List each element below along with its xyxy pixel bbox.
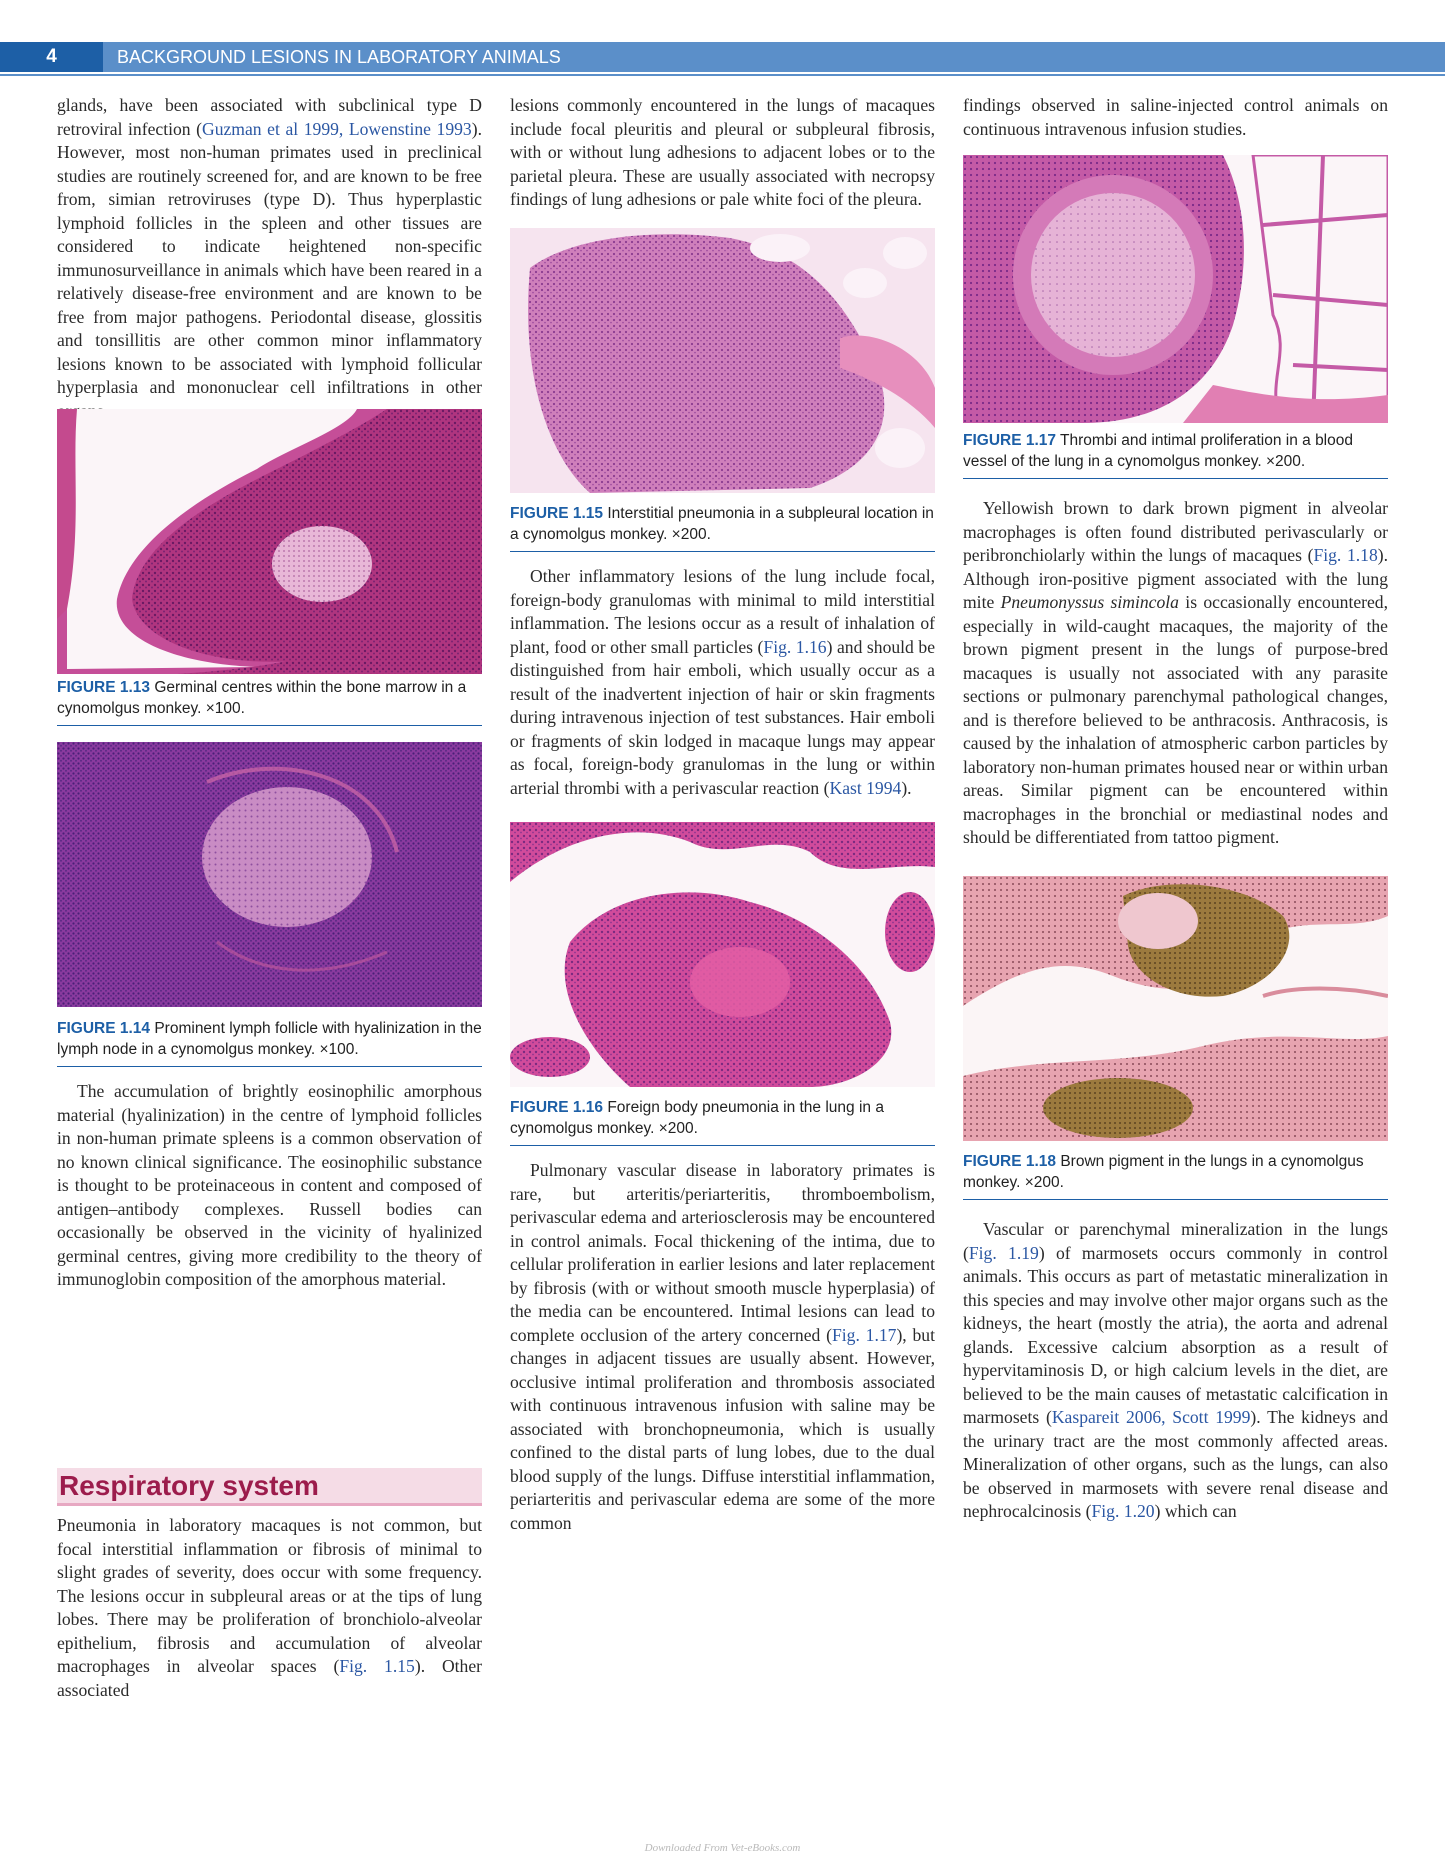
col2-para3: [510, 1159, 935, 1535]
text-run: ) which can: [1154, 1501, 1237, 1521]
text-run: ). Other associated: [57, 1656, 483, 1700]
figure-label: FIGURE 1.14: [57, 1020, 151, 1037]
figure-1-14-image: [57, 742, 482, 1007]
text-run: ). However, most non-human primates used in preclinical studies are routinely screened for, and are known to be free from, simian retroviruses (type D). Thus hyperplastic lymphoid follicles in the spleen and other tissues are considered to indicate heightened non-specific immunosurveillance in animals which have been reared in a relatively disease-free environment and are known to be free from major pathogens. Periodontal disease, glossitis and tonsillitis are other common minor inflammatory lesions known to be associated with lymphoid follicular hyperplasia and mononuclear cell infiltrations in other: [57, 118, 482, 397]
text-run: Other inflammatory lesions of the lung include focal, foreign-body granulomas with minimal to mild interstitial inflammation. The lesions occur as a result of inhalation of plant, food or other small particles (: [510, 566, 935, 657]
text-run: is occasionally encountered, especially in wild-caught macaques, the majority of the brown pigment present in the lungs of purpose-bred macaques is usually not associated with any parasite sections or pulmonary parenchymal pathological changes, and is therefore believed to be anthracosis. Anthracosis, is caused by the inhalation of atmospheric carbon particles by laboratory non-human primates housed near or within urban areas. Similar pigment can be encountered within macrophages in the bronchial or mediastinal nodes and should be differentiated from tattoo pigment.: [963, 592, 1389, 847]
col3-para1: findings observed in saline-injected control animals on continuous intravenous infusion studies.: [963, 95, 1388, 139]
histology-micrograph: [963, 876, 1388, 1141]
text-run: ), but changes in adjacent tissues are usually absent. However, occlusive intimal proliferation and thrombosis associated with continuous intravenous infusion with saline may be associated with bronchopneumonia, which is usually confined to the distal parts of lung lobes, due to the dual blood supply of the lungs. Diffuse interstitial inflammation, periarteritis and perivascular edema are some of the more common: [510, 1324, 935, 1533]
page-number: 4: [0, 42, 103, 72]
running-title: BACKGROUND LESIONS IN LABORATORY ANIMALS: [103, 42, 1445, 72]
histology-micrograph: [57, 409, 482, 674]
col2-para1: lesions commonly encountered in the lungs of macaques include focal pleuritis and pleural or subpleural fibrosis, with or without lung adhesions to adjacent lobes or to the parietal pleura. These are usually associated with necropsy findings of lung adhesions or pale white foci of the pleura.: [510, 95, 935, 209]
text-run: ). Although iron-positive pigment associated with the lung mite: [963, 545, 1388, 612]
figure-label: FIGURE 1.13: [57, 679, 151, 696]
figure-label: FIGURE 1.17: [963, 432, 1057, 449]
figure-caption-text: Prominent lymph follicle with hyalinization in the lymph node in a cynomolgus monkey. ×100.: [57, 1020, 482, 1058]
col1-para3: [57, 1514, 482, 1702]
text-run: ).: [901, 777, 912, 798]
figure-1-18-image: [963, 876, 1388, 1141]
text-run: Vascular or parenchymal mineralization in the lungs (: [963, 1219, 1388, 1263]
histology-micrograph: [510, 822, 935, 1087]
figure-1-16-image: [510, 822, 935, 1087]
histology-micrograph: [510, 228, 935, 493]
download-watermark: Downloaded From Vet-eBooks.com: [644, 1842, 801, 1854]
citation-link[interactable]: Guzman et al 1999, Lowenstine 1993: [202, 118, 472, 139]
figure-label: FIGURE 1.15: [510, 505, 604, 522]
header-rule: [0, 74, 1445, 76]
figure-1-15-caption: [510, 503, 935, 552]
figure-caption-text: Germinal centres within the bone marrow in a cynomolgus monkey. ×100.: [57, 679, 467, 717]
section-title: Respiratory system: [59, 1470, 319, 1501]
figure-1-14-caption: [57, 1018, 482, 1067]
col3-para3: [963, 1218, 1388, 1524]
figure-1-18-caption: [963, 1151, 1388, 1200]
figure-link[interactable]: Fig. 1.15: [339, 1656, 415, 1676]
figure-1-17-caption: [963, 430, 1388, 479]
citation-link[interactable]: Kaspareit 2006, Scott 1999: [1051, 1407, 1251, 1427]
histology-micrograph: [963, 155, 1388, 423]
section-heading: [57, 1468, 482, 1506]
citation-link[interactable]: Kast 1994: [829, 777, 902, 798]
text-run: Pneumonia in laboratory macaques is not common, but focal interstitial inflammation or fibrosis of minimal to slight grades of severity, does occur with some frequency. The lesions occur in subpleural areas or at the tips of lung lobes. There may be proliferation of bronchiolo-alveolar epithelium, fibrosis and accumulation of alveolar macrophages in alveolar spaces (: [57, 1515, 482, 1676]
col1-para1: [57, 94, 482, 423]
figure-caption-text: Interstitial pneumonia in a subpleural location in a cynomolgus monkey. ×200.: [510, 505, 934, 543]
col3-para2: [963, 497, 1388, 850]
figure-link[interactable]: Fig. 1.20: [1091, 1501, 1155, 1521]
running-header: [0, 42, 1445, 72]
figure-link[interactable]: Fig. 1.17: [832, 1324, 897, 1345]
figure-link[interactable]: Fig. 1.16: [763, 636, 827, 657]
histology-micrograph: [57, 742, 482, 1007]
figure-1-13-image: [57, 409, 482, 674]
text-run: Pulmonary vascular disease in laboratory primates is rare, but arteritis/periarteritis, thromboembolism, perivascular edema and arteriosclerosis may be encountered in control animals. Focal thickening of the intima, due to cellular proliferation in earlier lesions and later replacement by fibrosis (with or without smooth muscle hyperplasia) of the media can be encountered. Intimal lesions can lead to complete occlusion of the artery concerned (: [510, 1160, 935, 1345]
text-run: ) and should be distinguished from hair emboli, which usually occur as a result of the inadvertent injection of hair or skin fragments during intravenous injection of test substances. Hair emboli or fragments of skin lodged in macaque lungs may appear as focal, foreign-body granulomas in the lung or within arterial thrombi with a perivascular reaction (: [510, 636, 935, 798]
text-run: glands, have been associated with subclinical type D retroviral infection (: [57, 95, 482, 139]
figure-caption-text: Foreign body pneumonia in the lung in a cynomolgus monkey. ×200.: [510, 1099, 884, 1137]
figure-label: FIGURE 1.18: [963, 1153, 1057, 1170]
col2-para2: [510, 565, 935, 800]
figure-1-15-image: [510, 228, 935, 493]
col1-para2: The accumulation of brightly eosinophilic amorphous material (hyalinization) in the centre of lymphoid follicles in non-human primate spleens is a common observation of no known clinical significance. The eosinophilic substance is thought to be proteinaceous in content and composed of antigen–antibody complexes. Russell bodies can occasionally be observed in the vicinity of hyalinized germinal centres, giving more credibility to the theory of immunoglobin composition of the amorphous material.: [57, 1081, 482, 1289]
figure-1-16-caption: [510, 1097, 935, 1146]
text-run: ). The kidneys and the urinary tract are the most commonly affected areas. Mineralization of other organs, such as the lungs, can also be observed in marmosets with severe renal disease and nephrocalcinosis (: [963, 1407, 1389, 1521]
figure-1-13-caption: [57, 677, 482, 726]
figure-1-17-image: [963, 155, 1388, 423]
text-run: Yellowish brown to dark brown pigment in alveolar macrophages is often found distributed perivascularly or peribronchiolarly within the lungs of macaques (: [963, 498, 1388, 565]
text-run: ) of marmosets occurs commonly in control animals. This occurs as part of metastatic mineralization in this species and may involve other major organs such as the kidneys, the heart (mostly the atria), the aorta and adrenal glands. Excessive calcium absorption as a result of hypervitaminosis D, or high calcium levels in the diet, are believed to be the main causes of metastatic calcification in marmosets (: [963, 1242, 1388, 1427]
species-name: Pneumonyssus simincola: [1000, 592, 1179, 612]
figure-link[interactable]: Fig. 1.18: [1313, 545, 1378, 565]
figure-caption-text: Brown pigment in the lungs in a cynomolgus monkey. ×200.: [963, 1153, 1364, 1191]
figure-link[interactable]: Fig. 1.19: [968, 1242, 1039, 1263]
figure-caption-text: Thrombi and intimal proliferation in a blood vessel of the lung in a cynomolgus monkey. ×200.: [963, 432, 1353, 470]
figure-label: FIGURE 1.16: [510, 1099, 604, 1116]
